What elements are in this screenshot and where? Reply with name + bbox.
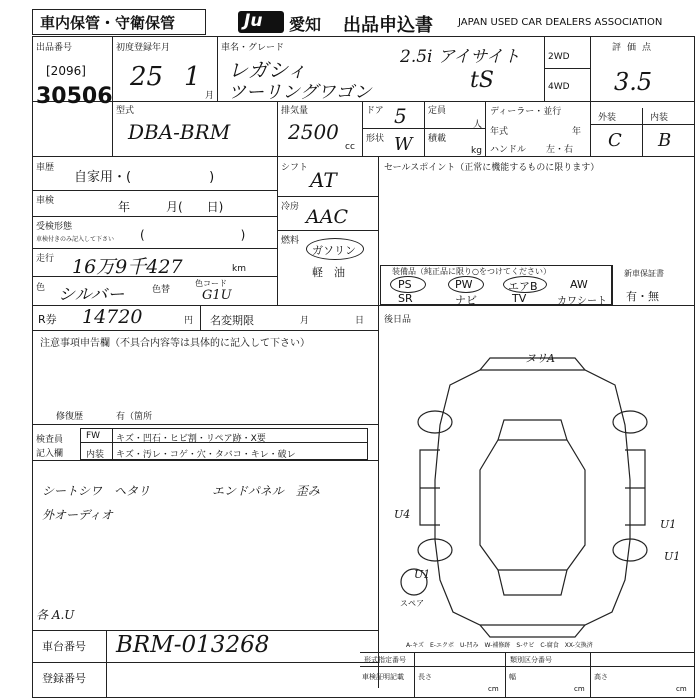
height-unit: cm: [676, 685, 687, 693]
door-value: 5: [394, 104, 407, 128]
shaken-label: 車検: [36, 196, 55, 206]
fuel-gas: ガソリン: [312, 244, 356, 257]
inspection-note-3: 外オーディオ: [42, 508, 114, 522]
equip-item-tv: TV: [512, 292, 527, 305]
diagram-mark-front: ヌリA: [525, 352, 555, 365]
name-change-day: 日: [355, 316, 365, 326]
handle-options: 左・右: [546, 145, 574, 155]
load-unit: kg: [471, 146, 482, 156]
warranty-value: 有・無: [626, 290, 659, 303]
recycle-unit: 円: [184, 316, 194, 326]
drive-4wd: 4WD: [548, 82, 570, 92]
equip-item-leather-seat: カワシート: [557, 296, 607, 307]
type-number-label: 形式指定番号: [364, 656, 406, 664]
exterior-value: C: [608, 130, 622, 151]
model-name-line2: ツーリングワゴン: [228, 82, 372, 103]
type-label: 型式: [116, 106, 135, 116]
fuel-label: 燃料: [281, 236, 300, 246]
diagram-body-outline: [435, 370, 630, 625]
color-value: シルバー: [58, 285, 125, 305]
model-grade-line2: tS: [470, 68, 494, 93]
load-label: 積載: [428, 134, 447, 144]
height-label: 高さ: [594, 673, 608, 681]
first-reg-month: 1: [184, 62, 201, 92]
equip-pw-circle: [448, 276, 484, 293]
diagram-mark-right-rear: U1: [664, 550, 681, 563]
displacement-label: 排気量: [281, 106, 309, 116]
diagram-wheel-fr: [613, 411, 647, 433]
shift-label: シフト: [281, 163, 309, 173]
equip-airbag-circle: [503, 276, 547, 293]
chassis-label: 車台番号: [42, 640, 86, 653]
equip-item-pw: PW: [455, 278, 473, 291]
lot-number: 30506: [36, 84, 113, 109]
name-change-label: 名変期限: [210, 314, 254, 327]
color-change-label: 色替: [152, 285, 171, 295]
equip-ps-circle: [390, 276, 426, 293]
diagram-wheel-fl: [418, 411, 452, 433]
inspection-note-1: シートシワ ヘタリ: [42, 484, 151, 498]
inspector-label: 検査員: [36, 435, 64, 445]
equip-item-ps: PS: [398, 278, 412, 291]
inspection-note-2: エンドパネル 歪み: [212, 484, 320, 498]
equip-item-navi: ナビ: [455, 294, 477, 307]
drive-2wd: 2WD: [548, 52, 570, 62]
capacity-label: 定員: [428, 106, 447, 116]
first-reg-label: 初度登録年月: [116, 43, 171, 53]
form-title: 出品申込書: [343, 15, 433, 36]
ju-logo-mark: Ju: [244, 11, 263, 31]
fw-items: キズ・凹石・ヒビ割・リペア跡・X要: [116, 434, 266, 444]
color-code-value: G1U: [202, 288, 232, 303]
door-label: ドア: [366, 106, 384, 116]
year-unit: 年: [572, 127, 582, 137]
history-label: 車歴: [36, 163, 55, 173]
equip-item-aw: AW: [570, 278, 588, 291]
repair-value: 有（箇所: [116, 412, 153, 422]
shape-label: 形状: [366, 134, 385, 144]
sales-point-label: セールスポイント（正常に機能するものに限ります）: [384, 163, 600, 173]
length-unit: cm: [488, 685, 499, 693]
exterior-label: 外装: [598, 113, 617, 123]
receive-label: 受検形態: [36, 222, 73, 232]
registration-label: 登録番号: [42, 672, 86, 685]
shape-value: W: [394, 134, 413, 155]
interior-value: B: [658, 130, 672, 151]
first-reg-month-unit: 月: [205, 91, 215, 101]
displacement-value: 2500: [288, 120, 339, 144]
year-format-label: 年式: [490, 127, 509, 137]
mileage-unit: km: [232, 264, 246, 274]
diagram-mark-right-door: U1: [660, 518, 677, 531]
interior-items: キズ・汚レ・コゲ・穴・タバコ・キレ・破レ: [116, 450, 296, 460]
inspection-note-4: 各 A.U: [36, 608, 75, 622]
fuel-gas-circle: [306, 238, 364, 260]
recycle-label: R券: [38, 313, 57, 326]
length-label: 長さ: [418, 673, 432, 681]
equipment-label: 装備品（純正品に限り○をつけてください）: [392, 267, 551, 276]
diagram-mark-left-door: U4: [394, 508, 411, 521]
ac-label: 冷房: [281, 202, 300, 212]
car-damage-diagram: [380, 330, 695, 650]
ac-value: AAC: [306, 206, 348, 228]
warranty-label: 新車保証書: [624, 269, 664, 278]
interior-label: 内装: [650, 113, 669, 123]
model-label: 車名・グレード: [221, 43, 285, 53]
cert-dims-label: 車検証明記載: [362, 673, 404, 681]
dealer-label: ディーラー・並行: [490, 107, 562, 117]
shift-value: AT: [310, 168, 337, 192]
receive-value: ( ): [140, 228, 246, 242]
shaken-value: 年 月( 日): [118, 200, 224, 214]
mileage-label: 走行: [36, 254, 55, 264]
color-label: 色: [36, 283, 46, 293]
lot-sub-number: [2096]: [46, 64, 86, 78]
model-name-line1: レガシィ: [228, 58, 307, 82]
model-grade-line1: 2.5i アイサイト: [400, 47, 521, 67]
class-number-label: 類別区分番号: [510, 656, 552, 664]
entry-label: 記入欄: [36, 449, 64, 459]
repair-label: 修復歴: [56, 412, 84, 422]
storage-title: 車内保管・守衛保管: [40, 14, 176, 32]
displacement-unit: cc: [345, 142, 355, 152]
history-value: 自家用・( ): [74, 170, 215, 185]
interior-inspect-label: 内装: [86, 450, 105, 460]
color-code-label: 色コード: [195, 279, 227, 288]
logo-place: 愛知: [289, 15, 322, 34]
mileage-value: 16万9千427: [72, 256, 183, 278]
fuel-diesel: 軽 油: [312, 266, 345, 279]
first-reg-year: 25: [130, 62, 164, 92]
width-label: 幅: [509, 673, 516, 681]
recycle-value: 14720: [82, 306, 143, 328]
diagram-legend: A-キズ E-エクボ U-凹み W-補修跡 S-サビ C-腐食 XX-交換済: [406, 642, 593, 649]
later-date-label: 後日品: [384, 315, 412, 325]
receive-note: 車検付きのみ記入して下さい: [36, 236, 115, 243]
diagram-mark-left-rear: U1: [414, 568, 431, 581]
type-value: DBA-BRM: [128, 120, 231, 144]
equip-item-airbag: エアB: [508, 280, 538, 293]
spare-label: スペア: [400, 599, 424, 608]
rating-value: 3.5: [614, 68, 653, 96]
width-unit: cm: [574, 685, 585, 693]
diagram-cabin: [480, 440, 585, 570]
fw-label: FW: [86, 431, 101, 441]
chassis-value: BRM-013268: [116, 632, 270, 658]
handle-label: ハンドル: [490, 145, 527, 155]
equip-item-sr: SR: [398, 292, 413, 305]
association-name: JAPAN USED CAR DEALERS ASSOCIATION: [458, 17, 663, 28]
notes-label: 注意事項申告欄（不具合内容等は具体的に記入して下さい）: [40, 338, 310, 349]
name-change-month: 月: [300, 316, 310, 326]
lot-label: 出品番号: [36, 43, 73, 53]
capacity-unit: 人: [473, 120, 483, 130]
rating-label: 評価点: [612, 43, 658, 53]
